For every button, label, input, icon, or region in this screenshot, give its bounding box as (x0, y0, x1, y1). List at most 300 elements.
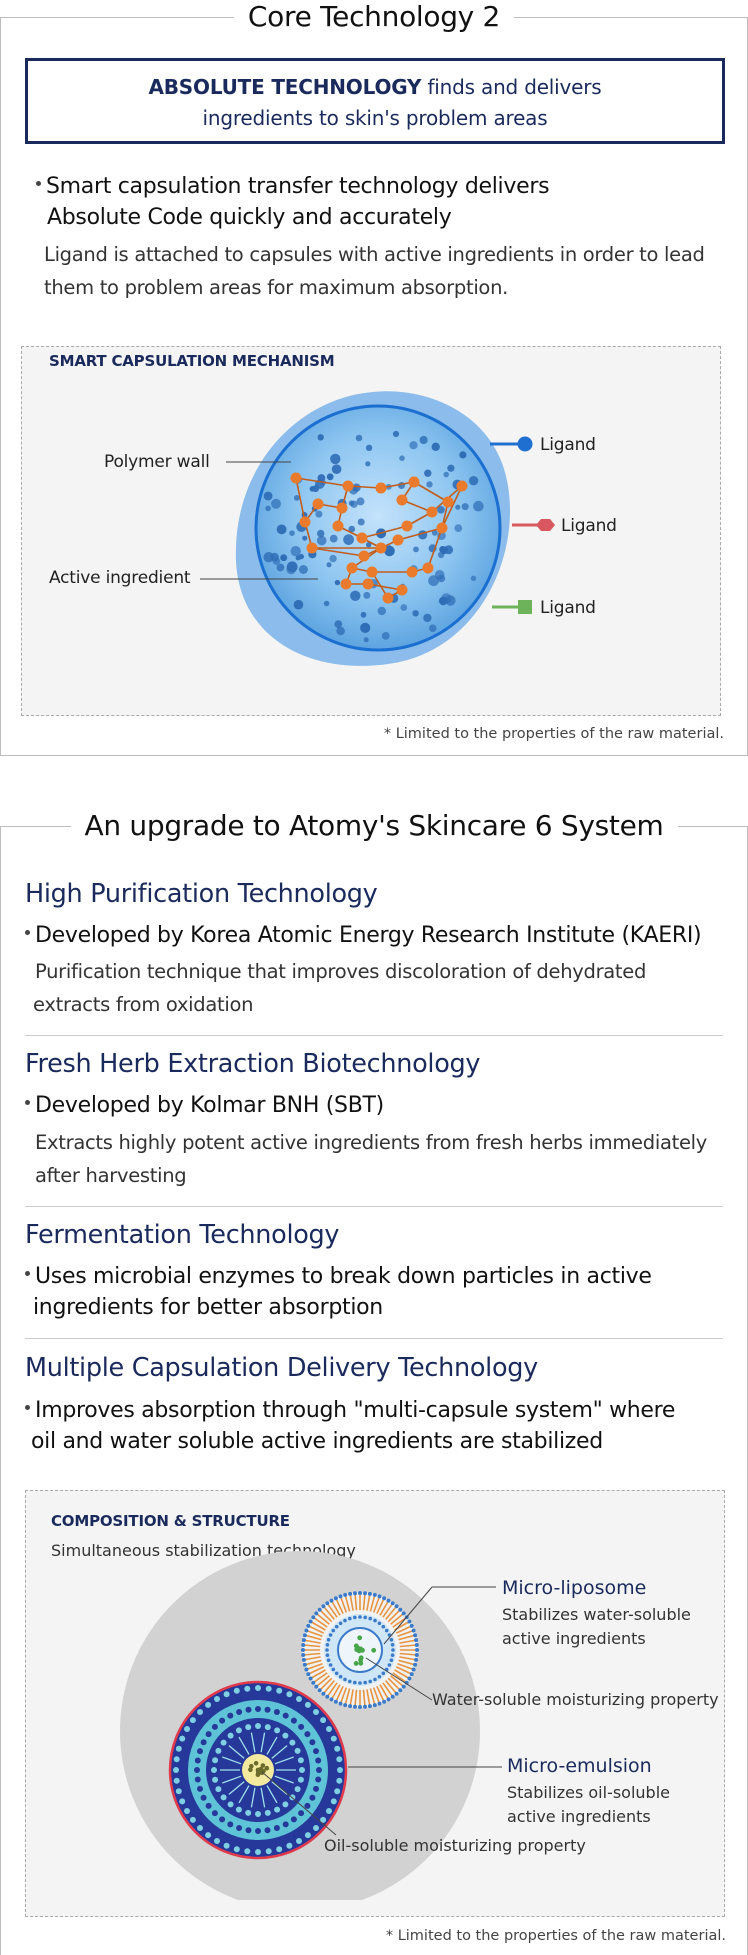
lipid-head (415, 1643, 419, 1647)
lipid-head (348, 1592, 352, 1596)
absolute-tech-box (25, 58, 725, 144)
oil-soluble-dot (265, 1766, 270, 1771)
blue-particle (289, 530, 295, 536)
item-bullet: Developed by Kolmar BNH (SBT) (25, 1090, 384, 1121)
lipid-head (395, 1604, 399, 1608)
active-ingredient-particle (376, 543, 387, 554)
emulsion-particle (304, 1731, 310, 1737)
emulsion-particle (331, 1736, 337, 1742)
blue-particle (357, 497, 365, 505)
active-ingredient-particle (337, 503, 348, 514)
ligand-blue-icon (518, 437, 533, 452)
emulsion-particle (309, 1795, 315, 1801)
emulsion-particle (224, 1843, 230, 1849)
emulsion-particle (195, 1758, 201, 1764)
oil-soluble-dot (249, 1764, 254, 1769)
blue-particle (459, 451, 466, 458)
emulsion-particle (184, 1808, 190, 1814)
lipid-head (378, 1702, 382, 1706)
emulsion-particle (197, 1786, 203, 1792)
emulsion-particle (255, 1849, 261, 1855)
blue-particle (334, 620, 342, 628)
emulsion-particle (179, 1736, 185, 1742)
blue-particle (294, 600, 304, 610)
item-heading: Multiple Capsulation Delivery Technology (25, 1353, 538, 1383)
blue-particle (343, 534, 354, 545)
emulsion-particle (236, 1727, 242, 1733)
active-ingredient-particle (313, 499, 324, 510)
oil-prop-label: Oil-soluble moisturizing property (324, 1836, 586, 1855)
lipid-head (395, 1692, 399, 1696)
oil-soluble-dot (254, 1761, 259, 1766)
lipid-head (353, 1705, 357, 1709)
emulsion-particle (304, 1803, 310, 1809)
raw-material-note: * Limited to the properties of the raw material. (385, 1928, 726, 1944)
blue-particle (455, 505, 460, 510)
bullet-dot-icon (25, 1271, 30, 1276)
emulsion-particle (331, 1798, 337, 1804)
lipid-head (325, 1601, 329, 1605)
emulsion-particle (334, 1788, 340, 1794)
emulsion-particle (236, 1807, 242, 1813)
water-soluble-dot (359, 1655, 364, 1660)
active-ingredient-particle (397, 495, 408, 506)
lipid-head (334, 1596, 338, 1600)
emulsion-particle (289, 1740, 295, 1746)
item-heading: Fermentation Technology (25, 1220, 340, 1250)
separator (25, 1206, 723, 1207)
emulsion-particle (205, 1702, 211, 1708)
lipid-head (391, 1601, 395, 1605)
emulsion-particle (244, 1848, 250, 1854)
emulsion-particle (283, 1821, 289, 1827)
emulsion-particle (244, 1686, 250, 1692)
lipid-head (303, 1633, 307, 1637)
emulsion-particle (265, 1724, 271, 1730)
lipid-head (368, 1592, 372, 1596)
blue-particle (420, 436, 428, 444)
active-ingredient-particle (393, 535, 404, 546)
emulsion-particle (276, 1846, 282, 1852)
lipid-head (301, 1653, 305, 1657)
lipid-head (302, 1638, 306, 1642)
lipid-head (402, 1611, 406, 1615)
emulsion-particle (298, 1757, 304, 1763)
lipid-head (382, 1596, 386, 1600)
composition-sublabel: Simultaneous stabilization technology (51, 1541, 356, 1560)
description: Ligand is attached to capsules with active ingredients in order to lead them to problem areas for maximum absorption. (44, 243, 705, 299)
active-ingredient-particle (341, 579, 352, 590)
lipid-head (321, 1604, 325, 1608)
emulsion-particle (219, 1816, 225, 1822)
blue-particle (302, 536, 307, 541)
blue-particle (327, 562, 332, 567)
emulsion-particle (227, 1821, 233, 1827)
blue-particle (423, 614, 431, 622)
blue-particle (365, 461, 370, 466)
emulsion-particle (305, 1832, 311, 1838)
blue-particle (349, 500, 355, 506)
lipid-head (304, 1629, 308, 1633)
emulsion-particle (212, 1810, 218, 1816)
emulsion-particle (184, 1726, 190, 1732)
blue-particle (424, 470, 431, 477)
emulsion-particle (245, 1810, 251, 1816)
blue-particle (271, 499, 281, 509)
blue-particle (336, 627, 345, 636)
lipid-head (398, 1688, 402, 1692)
ligand-red-icon (536, 519, 555, 531)
blue-particle (382, 632, 390, 640)
box-line2: ingredients to skin's problem areas (202, 106, 548, 130)
emulsion-title: Micro-emulsion (507, 1755, 652, 1777)
emulsion-particle (337, 1767, 343, 1773)
blue-particle (399, 455, 405, 461)
lipid-head (306, 1624, 310, 1628)
emulsion-particle (295, 1786, 301, 1792)
emulsion-particle (313, 1786, 319, 1792)
emulsion-particle (336, 1756, 342, 1762)
lipid-head (363, 1591, 367, 1595)
lipid-head (387, 1599, 391, 1603)
active-ingredient-particle (343, 481, 354, 492)
blue-particle (310, 486, 316, 492)
emulsion-particle (211, 1767, 217, 1773)
active-ingredient-particle (333, 521, 344, 532)
lipid-head (391, 1695, 395, 1699)
emulsion-particle (246, 1707, 252, 1713)
lipid-head (415, 1648, 419, 1652)
composition-label: COMPOSITION & STRUCTURE (51, 1512, 290, 1530)
active-ingredient-particle (307, 543, 318, 554)
emulsion-particle (313, 1825, 319, 1831)
bullet-dot-icon (25, 1405, 30, 1410)
blue-particle (318, 434, 324, 440)
lipid-head (304, 1668, 308, 1672)
blue-particle (315, 511, 322, 518)
lipid-head (373, 1593, 377, 1597)
emulsion-particle (255, 1706, 261, 1712)
lipid-head (339, 1594, 343, 1598)
lipid-head (325, 1695, 329, 1699)
emulsion-particle (236, 1709, 242, 1715)
emulsion-particle (282, 1801, 288, 1807)
lipid-head (343, 1593, 347, 1597)
lipid-head (339, 1702, 343, 1706)
emulsion-particle (205, 1832, 211, 1838)
blue-particle (332, 464, 342, 474)
blue-particle (409, 441, 417, 449)
lipid-head (412, 1668, 416, 1672)
emulsion-particle (201, 1739, 207, 1745)
oil-soluble-dot (256, 1769, 261, 1774)
separator (25, 1338, 723, 1339)
lipid-head (413, 1633, 417, 1637)
emulsion-particle (224, 1691, 230, 1697)
blue-particle (412, 610, 418, 616)
ligand-label-3: Ligand (540, 598, 596, 618)
emulsion-particle (286, 1843, 292, 1849)
water-soluble-dot (371, 1648, 376, 1653)
emulsion-particle (212, 1724, 218, 1730)
emulsion-particle (305, 1702, 311, 1708)
lipid-head (318, 1688, 322, 1692)
emulsion-particle (274, 1807, 280, 1813)
active-ingredient-particle (437, 523, 448, 534)
emulsion-particle (274, 1709, 280, 1715)
blue-particle (356, 435, 363, 442)
section2-title: An upgrade to Atomy's Skincare 6 System (0, 809, 748, 842)
blue-particle (329, 555, 336, 562)
section-title: Core Technology 2 (0, 0, 748, 33)
emulsion-particle (266, 1686, 272, 1692)
emulsion-particle (212, 1757, 218, 1763)
water-soluble-dot (357, 1635, 362, 1640)
item-bullet: Improves absorption through "multi-capsule system" where oil and water soluble active ingredients are stabilized (25, 1395, 675, 1457)
blue-particle (350, 591, 360, 601)
emulsion-particle (219, 1718, 225, 1724)
lipid-head (415, 1653, 419, 1657)
emulsion-particle (214, 1696, 220, 1702)
blue-particle (393, 431, 399, 437)
bullet-heading: Smart capsulation transfer technology delivers Absolute Code quickly and accurately (36, 171, 549, 233)
blue-particle (364, 637, 369, 642)
lipid-head (368, 1704, 372, 1708)
lipid-head (321, 1692, 325, 1696)
emulsion-particle (266, 1848, 272, 1854)
active-ingredient-particle (409, 477, 420, 488)
water-soluble-dot (354, 1661, 359, 1666)
item-bullet: Uses microbial enzymes to break down particles in active ingredients for better absorption (25, 1261, 652, 1323)
emulsion-particle (197, 1709, 203, 1715)
blue-particle (277, 525, 287, 535)
lipid-head (358, 1591, 362, 1595)
lipid-head (358, 1705, 362, 1709)
emulsion-particle (236, 1825, 242, 1831)
emulsion-particle (334, 1746, 340, 1752)
emulsion-particle (295, 1748, 301, 1754)
blue-particle (400, 604, 407, 611)
blue-particle (277, 564, 285, 572)
emulsion-particle (173, 1767, 179, 1773)
emulsion-particle (228, 1733, 234, 1739)
emulsion-particle (291, 1718, 297, 1724)
emulsion-particle (320, 1717, 326, 1723)
blue-particle (447, 465, 454, 472)
lipid-head (407, 1620, 411, 1624)
emulsion-particle (221, 1794, 227, 1800)
lipid-head (334, 1700, 338, 1704)
item-heading: High Purification Technology (25, 879, 378, 909)
emulsion-particle (313, 1748, 319, 1754)
emulsion-particle (255, 1685, 261, 1691)
lipid-head (373, 1703, 377, 1707)
emulsion-particle (255, 1723, 261, 1729)
lipid-head (311, 1681, 315, 1685)
emulsion-particle (316, 1767, 322, 1773)
active-ingredient-particle (291, 473, 302, 484)
emulsion-particle (291, 1816, 297, 1822)
emulsion-particle (176, 1788, 182, 1794)
lipid-head (363, 1705, 367, 1709)
oil-soluble-dot (261, 1763, 266, 1768)
active-ingredient-particle (359, 551, 370, 562)
blue-particle (317, 536, 327, 546)
blue-particle (291, 546, 301, 556)
diagram-label: SMART CAPSULATION MECHANISM (49, 352, 335, 370)
emulsion-particle (215, 1748, 221, 1754)
raw-material-note: * Limited to the properties of the raw material. (383, 726, 724, 742)
blue-particle (264, 492, 273, 501)
ligand-label-1: Ligand (540, 435, 596, 455)
polymer-wall-label: Polymer wall (104, 452, 210, 472)
blue-particle (413, 547, 419, 553)
bullet-dot-icon (25, 1100, 30, 1105)
active-ingredient-particle (347, 563, 358, 574)
item-heading: Fresh Herb Extraction Biotechnology (25, 1049, 481, 1079)
lipid-head (311, 1615, 315, 1619)
active-ingredient-particle (363, 579, 374, 590)
ligand-green-icon (518, 600, 532, 614)
water-prop-label: Water-soluble moisturizing property (432, 1690, 719, 1709)
lipid-head (348, 1704, 352, 1708)
active-ingredient-particle (427, 507, 438, 518)
lipid-head (309, 1677, 313, 1681)
emulsion-particle (190, 1717, 196, 1723)
lipid-head (301, 1643, 305, 1647)
blue-particle (378, 607, 386, 615)
lipid-head (309, 1620, 313, 1624)
lipid-head (412, 1629, 416, 1633)
blue-particle (432, 443, 440, 451)
blue-particle (361, 612, 367, 618)
active-ingredient-particle (407, 567, 418, 578)
polymer-wall (256, 406, 500, 650)
emulsion-desc: Stabilizes oil-soluble active ingredients (507, 1783, 670, 1826)
blue-particle (294, 495, 300, 501)
lipid-head (330, 1697, 334, 1701)
emulsion-particle (197, 1748, 203, 1754)
item-desc: Purification technique that improves discoloration of dehydrated extracts from oxidation (33, 960, 647, 1016)
blue-particle (280, 554, 287, 561)
active-ingredient-particle (383, 593, 394, 604)
blue-particle (330, 535, 338, 543)
blue-particle (471, 576, 476, 581)
box-rest: finds and delivers (421, 75, 602, 99)
emulsion-particle (274, 1727, 280, 1733)
lipid-head (410, 1624, 414, 1628)
blue-particle (443, 472, 449, 478)
emulsion-particle (296, 1696, 302, 1702)
lipid-head (343, 1703, 347, 1707)
emulsion-particle (326, 1726, 332, 1732)
emulsion-particle (212, 1777, 218, 1783)
blue-particle (454, 524, 462, 532)
emulsion-particle (313, 1709, 319, 1715)
blue-particle (265, 506, 271, 512)
lipid-head (330, 1599, 334, 1603)
capsule-illustration (0, 370, 748, 700)
blue-particle (439, 597, 448, 606)
emulsion-particle (174, 1756, 180, 1762)
emulsion-particle (234, 1846, 240, 1852)
water-soluble-dot (356, 1647, 361, 1652)
emulsion-particle (246, 1827, 252, 1833)
emulsion-particle (179, 1798, 185, 1804)
lipid-head (378, 1594, 382, 1598)
emulsion-particle (228, 1801, 234, 1807)
active-ingredient-particle (397, 585, 408, 596)
blue-particle (335, 580, 340, 585)
emulsion-particle (282, 1733, 288, 1739)
lipid-head (382, 1700, 386, 1704)
emulsion-particle (245, 1724, 251, 1730)
active-ingredient-particle (402, 521, 413, 532)
box-bold: ABSOLUTE TECHNOLOGY (148, 75, 422, 99)
emulsion-particle (255, 1828, 261, 1834)
blue-particle (273, 557, 281, 565)
active-ingredient-label: Active ingredient (49, 568, 191, 588)
emulsion-particle (336, 1778, 342, 1784)
lipid-head (387, 1697, 391, 1701)
micro-emulsion (170, 1682, 346, 1858)
active-ingredient-particle (357, 533, 368, 544)
blue-particle (435, 570, 445, 580)
emulsion-particle (206, 1803, 212, 1809)
blue-particle (429, 624, 437, 632)
emulsion-particle (265, 1707, 271, 1713)
emulsion-particle (215, 1786, 221, 1792)
blue-particle (363, 592, 370, 599)
lipid-head (303, 1663, 307, 1667)
emulsion-particle (265, 1810, 271, 1816)
active-ingredient-particle (423, 563, 434, 574)
active-ingredient-particle (457, 481, 468, 492)
active-ingredient-particle (443, 497, 454, 508)
lipid-head (414, 1658, 418, 1662)
emulsion-particle (326, 1808, 332, 1814)
emulsion-particle (274, 1825, 280, 1831)
lipid-head (301, 1648, 305, 1652)
blue-particle (439, 546, 446, 553)
emulsion-particle (197, 1825, 203, 1831)
ligand-label-2: Ligand (561, 516, 617, 536)
emulsion-particle (298, 1724, 304, 1730)
lipid-head (402, 1685, 406, 1689)
emulsion-particle (298, 1777, 304, 1783)
blue-particle (360, 623, 370, 633)
emulsion-particle (221, 1740, 227, 1746)
liposome-title: Micro-liposome (502, 1577, 647, 1599)
emulsion-particle (315, 1777, 321, 1783)
lipid-head (306, 1672, 310, 1676)
emulsion-particle (194, 1767, 200, 1773)
blue-particle (366, 445, 372, 451)
emulsion-particle (201, 1795, 207, 1801)
emulsion-particle (174, 1778, 180, 1784)
emulsion-particle (227, 1713, 233, 1719)
emulsion-particle (255, 1811, 261, 1817)
emulsion-particle (176, 1746, 182, 1752)
lipid-head (353, 1591, 357, 1595)
blue-particle (299, 565, 308, 574)
bullet-dot-icon (25, 930, 30, 935)
lipid-head (314, 1611, 318, 1615)
item-bullet: Developed by Korea Atomic Energy Research Institute (KAERI) (25, 920, 701, 951)
emulsion-particle (234, 1688, 240, 1694)
lipid-head (407, 1677, 411, 1681)
blue-particle (462, 503, 469, 510)
